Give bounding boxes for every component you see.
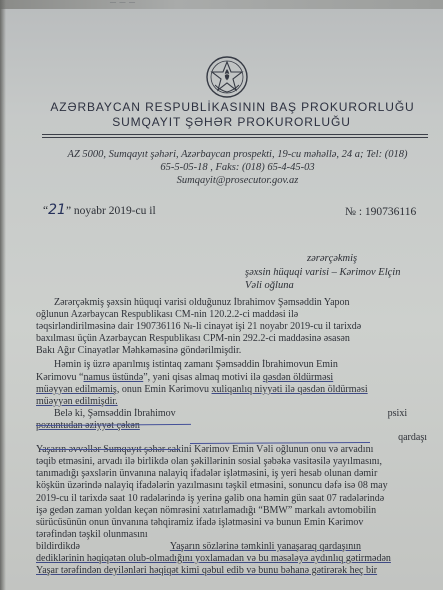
body-line	[36, 408, 429, 420]
registration-number: № : 190736116	[345, 206, 417, 218]
body-line	[36, 553, 429, 565]
date-quote-open: “	[43, 205, 49, 217]
state-emblem-icon	[205, 55, 249, 99]
body-line	[36, 372, 429, 384]
underlined-phrase: Yaşarın sözlərinə təmkinli yanaşaraq qardaşının	[169, 540, 362, 552]
body-line	[36, 541, 429, 553]
body-text: psixi	[387, 407, 408, 419]
date-day-handwritten: 21	[48, 202, 66, 218]
body-line: baxılması üçün Azərbaycan Respublikası CPM-nin 292.2-ci maddəsinə əsasən	[36, 333, 350, 345]
underlined-phrase: müəyyən edilməmiş	[36, 383, 117, 395]
body-line	[36, 420, 429, 432]
body-line: Bakı Ağır Cinayətlər Məhkəməsinə göndərilmişdir.	[36, 345, 242, 357]
body-text: ”, yəni qisas almaq motivi ilə	[143, 371, 263, 383]
body-line: təqib etməsini, arvadı ilə birlikdə olan şəkillərinin sosial şəbəkə vasitəsilə yayılmasını,	[36, 456, 383, 468]
top-strip-text: — — —	[110, 0, 136, 6]
body-line: təqsirləndirilməsinə dair 190736116 №-li cinayət işi 21 noyabr 2019-cu il tarixdə	[36, 321, 362, 333]
body-text: qardaşı	[398, 432, 427, 444]
pen-underline	[40, 449, 180, 450]
body-line	[36, 396, 429, 408]
letter-date	[43, 202, 156, 218]
body-line: Zərərçəkmiş şəxsin hüquqi varisi olduğunuz İbrahimov Şəmsəddin Yapon	[54, 297, 350, 308]
body-line: Yaşarın əvvəllər Sumqayıt şəhər sakini Kərimov Emin Vəli oğlunun onu və arvadını	[36, 444, 374, 456]
header-rule-bottom	[42, 137, 428, 138]
body-text: Belə ki, Şəmsəddin İbrahimov	[54, 407, 176, 419]
body-line: oğlunun Azərbaycan Respublikası CM-nin 120.2.2-ci maddəsi ilə	[36, 309, 299, 321]
body-line	[36, 384, 429, 396]
body-text: , onun Emin Kərimovu	[116, 383, 212, 395]
body-line: tərəfindən təşkil olunmasını	[36, 528, 148, 540]
underlined-phrase: namus üstündə	[83, 371, 144, 383]
recipient-line: Vəli oğluna	[245, 280, 294, 291]
letter-body	[36, 297, 429, 577]
recipient-block	[245, 252, 435, 293]
email-line: Sumqayit@prosecutor.gov.az	[176, 175, 299, 186]
body-line: köşkün üzərində nalayiq ifadələrin yazılmasını təşkil etməsini, sonuncu dəfə isə 08 may	[36, 480, 388, 492]
recipient-line: zərərçəkmiş	[307, 253, 358, 264]
body-line: 2019-cu il tarixdə saat 10 radələrində iş yerinə gəlib ona həmin gün saat 07 radələrində	[36, 492, 385, 504]
recipient-line: şəxsin hüquqi varisi – Kərimov Elçin	[245, 266, 401, 278]
underlined-phrase: xuliqanlıq niyyəti ilə qəsdən öldürməsi	[211, 383, 368, 395]
phone-fax-line: 65-5-05-18 , Faks: (018) 65-4-45-03	[160, 162, 315, 173]
body-text: Kərimovu “	[36, 371, 84, 383]
body-line: sürücüsünün onun ünvanına təhqiramiz ifadə işlətməsini və bunun Emin Kərimov	[36, 516, 364, 528]
address-block	[40, 148, 435, 187]
date-month-year: ” noyabr 2019-cu il	[65, 205, 156, 217]
body-line: işə gedən zaman yoldan keçən nömrəsini xatırlamadığı “BMW” markalı avtomobilin	[36, 504, 377, 516]
top-paper-strip	[0, 0, 443, 9]
address-line: AZ 5000, Sumqayıt şəhəri, Azərbaycan prospekti, 19-cu məhəllə, 24 a; Tel: (018)	[67, 149, 408, 160]
underlined-phrase: Yaşar tərəfindən deyilənləri həqiqət kimi qəbul edib və bunu bəhanə gətirərək heç bir	[36, 565, 378, 577]
underlined-phrase: müəyyən edilmişdir.	[36, 395, 118, 407]
underlined-phrase: qəsdən öldürməsi	[262, 371, 334, 383]
body-line: Həmin iş üzrə aparılmış istintaq zamanı Şəmsəddin İbrahimovun Emin	[54, 359, 338, 371]
page-edge-shadow	[0, 0, 6, 590]
org-subtitle: SUMQAYIT ŞƏHƏR PROKURORLUĞU	[112, 115, 351, 129]
body-text: bildirdikdə	[36, 540, 80, 552]
underlined-phrase: dediklərinin həqiqətən olub-olmadığını yoxlamadan və bu məsələyə aydınlıq gətirmədən	[36, 552, 391, 564]
org-title: AZƏRBAYCAN RESPUBLİKASININ BAŞ PROKURORLUĞU	[50, 100, 415, 114]
body-line	[36, 565, 429, 577]
header-rule-top	[42, 134, 428, 135]
body-line: tanımadığı şəxslərin ünvanına nalayiq ifadələr işlətməsini, iş yeri hesab olunan dəmir	[36, 468, 378, 480]
underlined-phrase: pozuntudan əziyyət çəkən	[36, 419, 140, 431]
